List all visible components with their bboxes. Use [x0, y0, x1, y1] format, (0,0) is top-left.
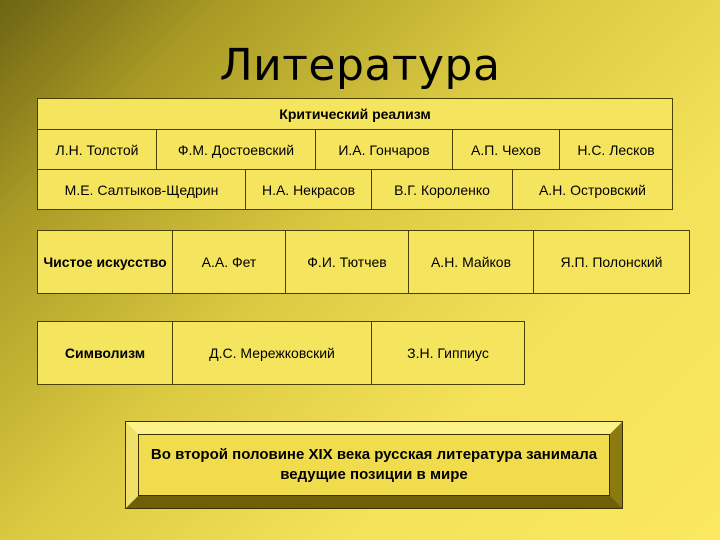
- realism-row-1: [38, 130, 672, 169]
- summary-box: [126, 422, 622, 508]
- author-cell: Л.Н. Толстой: [38, 130, 157, 169]
- realism-table: [37, 98, 673, 210]
- author-cell: Н.А. Некрасов: [246, 170, 372, 209]
- slide-title: Литература: [219, 40, 501, 91]
- author-cell: Ф.М. Достоевский: [157, 130, 316, 169]
- author-cell: Н.С. Лесков: [577, 141, 655, 158]
- author-cell: А.Н. Майков: [409, 231, 534, 294]
- symbolism-label: Символизм: [38, 322, 173, 385]
- author-cell: А.Н. Островский: [538, 181, 647, 198]
- author-cell: З.Н. Гиппиус: [372, 322, 525, 385]
- author-cell: Ф.И. Тютчев: [286, 231, 409, 294]
- pure-art-table: [37, 230, 690, 294]
- author-cell: Я.П. Полонский: [534, 231, 690, 294]
- author-cell: И.А. Гончаров: [316, 130, 453, 169]
- author-cell: А.А. Фет: [173, 231, 286, 294]
- author-cell: А.П. Чехов: [453, 130, 560, 169]
- summary-text: Во второй половине XIX века русская литература занимала ведущие позиции в мире: [138, 434, 610, 496]
- author-cell: М.Е. Салтыков-Щедрин: [38, 170, 246, 209]
- author-cell: В.Г. Короленко: [372, 170, 513, 209]
- realism-header: Критический реализм: [38, 99, 673, 130]
- symbolism-table: [37, 321, 525, 385]
- author-cell: Д.С. Мережковский: [173, 322, 372, 385]
- pure-art-label: Чистое искусство: [38, 231, 173, 294]
- realism-row-2: [38, 170, 672, 209]
